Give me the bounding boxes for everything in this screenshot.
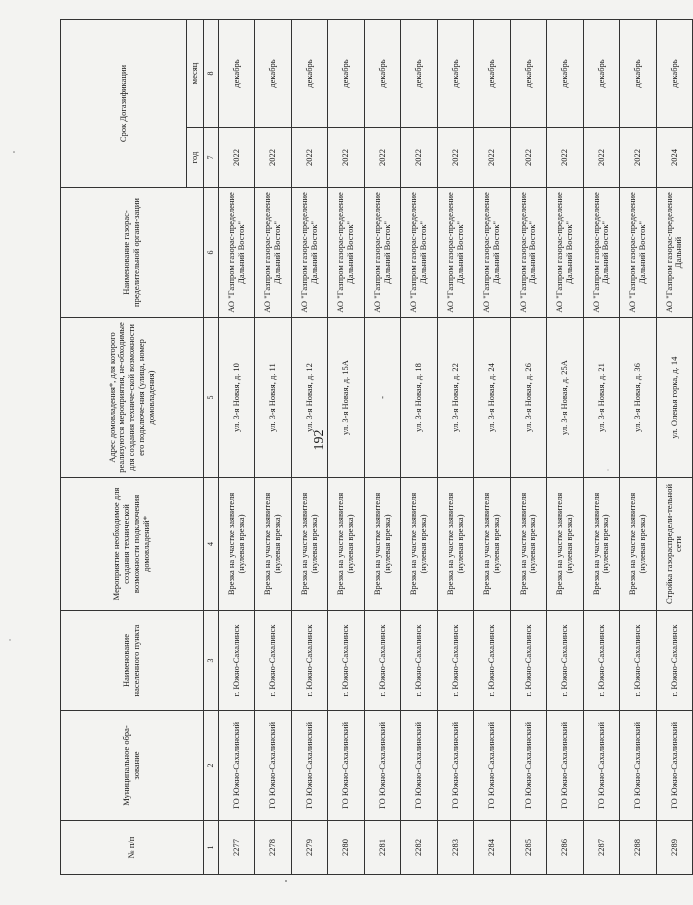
- month-cell: декабрь: [328, 20, 364, 128]
- table-row: [437, 20, 473, 875]
- event-cell: Врезка на участке заявителя (нулевая врезка): [328, 478, 364, 611]
- municipality-cell: ГО Южно-Сахалинский: [583, 711, 619, 821]
- event-cell: Стройка газораспредели-тельной сети: [656, 478, 693, 611]
- event-cell: Врезка на участке заявителя (нулевая врезка): [510, 478, 546, 611]
- table-header: [61, 20, 219, 875]
- settlement-cell: г. Южно-Сахалинск: [255, 611, 291, 711]
- table-row: [583, 20, 619, 875]
- row-number: 2282: [401, 821, 437, 875]
- row-number: 2279: [291, 821, 327, 875]
- address-cell: ул. 3-я Новая, д. 22: [437, 318, 473, 478]
- document-sheet: [60, 20, 684, 875]
- year-cell: 2022: [291, 128, 327, 188]
- row-number: 2277: [219, 821, 255, 875]
- column-number: 6: [204, 188, 219, 318]
- address-cell: ул. 3-я Новая, д. 11: [255, 318, 291, 478]
- row-number: 2280: [328, 821, 364, 875]
- gas-org-cell: АО "Газпром газорас-пределение Дальний Восток": [401, 188, 437, 318]
- settlement-cell: г. Южно-Сахалинск: [291, 611, 327, 711]
- year-cell: 2022: [510, 128, 546, 188]
- event-cell: Врезка на участке заявителя (нулевая врезка): [364, 478, 400, 611]
- settlement-cell: г. Южно-Сахалинск: [401, 611, 437, 711]
- gas-org-cell: АО "Газпром газорас-пределение Дальний Восток": [364, 188, 400, 318]
- column-number: 4: [204, 478, 219, 611]
- row-number: 2281: [364, 821, 400, 875]
- table-row: [510, 20, 546, 875]
- address-cell: ул. 3-я Новая, д. 18: [401, 318, 437, 478]
- address-cell: ул. 3-я Новая, д. 26: [510, 318, 546, 478]
- table-row: [255, 20, 291, 875]
- event-cell: Врезка на участке заявителя (нулевая врезка): [620, 478, 656, 611]
- municipality-cell: ГО Южно-Сахалинский: [219, 711, 255, 821]
- event-cell: Врезка на участке заявителя (нулевая врезка): [219, 478, 255, 611]
- gas-org-cell: АО "Газпром газорас-пределение Дальний Восток": [219, 188, 255, 318]
- month-cell: декабрь: [364, 20, 400, 128]
- settlement-cell: г. Южно-Сахалинск: [474, 611, 510, 711]
- month-cell: декабрь: [656, 20, 693, 128]
- header-num: № п/п: [61, 821, 204, 875]
- year-cell: 2022: [474, 128, 510, 188]
- settlement-cell: г. Южно-Сахалинск: [219, 611, 255, 711]
- municipality-cell: ГО Южно-Сахалинский: [291, 711, 327, 821]
- municipality-cell: ГО Южно-Сахалинский: [255, 711, 291, 821]
- address-cell: ул. 3-я Новая, д. 25А: [547, 318, 583, 478]
- settlement-cell: г. Южно-Сахалинск: [364, 611, 400, 711]
- month-cell: декабрь: [291, 20, 327, 128]
- address-cell: ул. 3-я Новая, д. 21: [583, 318, 619, 478]
- year-cell: 2022: [364, 128, 400, 188]
- header-year: год: [187, 128, 204, 188]
- year-cell: 2022: [620, 128, 656, 188]
- row-number: 2287: [583, 821, 619, 875]
- table-row: [219, 20, 255, 875]
- table-row: [547, 20, 583, 875]
- column-number: 3: [204, 611, 219, 711]
- municipality-cell: ГО Южно-Сахалинский: [364, 711, 400, 821]
- year-cell: 2022: [401, 128, 437, 188]
- event-cell: Врезка на участке заявителя (нулевая врезка): [547, 478, 583, 611]
- rotated-table-frame: [60, 20, 684, 875]
- column-number: 5: [204, 318, 219, 478]
- year-cell: 2022: [437, 128, 473, 188]
- municipality-cell: ГО Южно-Сахалинский: [437, 711, 473, 821]
- year-cell: 2022: [255, 128, 291, 188]
- gas-org-cell: АО "Газпром газорас-пределение Дальний: [656, 188, 693, 318]
- row-number: 2286: [547, 821, 583, 875]
- row-number: 2289: [656, 821, 693, 875]
- address-cell: ул. 3-я Новая, д. 10: [219, 318, 255, 478]
- header-month: месяц: [187, 20, 204, 128]
- row-number: 2278: [255, 821, 291, 875]
- row-number: 2284: [474, 821, 510, 875]
- municipality-cell: ГО Южно-Сахалинский: [328, 711, 364, 821]
- table-row: [474, 20, 510, 875]
- gas-org-cell: АО "Газпром газорас-пределение Дальний Восток": [474, 188, 510, 318]
- municipality-cell: ГО Южно-Сахалинский: [656, 711, 693, 821]
- month-cell: декабрь: [510, 20, 546, 128]
- gas-org-cell: АО "Газпром газорас-пределение Дальний Восток": [291, 188, 327, 318]
- event-cell: Врезка на участке заявителя (нулевая врезка): [583, 478, 619, 611]
- column-number: 7: [204, 128, 219, 188]
- month-cell: декабрь: [583, 20, 619, 128]
- header-gas-org: Наименование газорас-пределительной органи-зации: [61, 188, 204, 318]
- row-number: 2283: [437, 821, 473, 875]
- event-cell: Врезка на участке заявителя (нулевая врезка): [474, 478, 510, 611]
- gas-org-cell: АО "Газпром газорас-пределение Дальний Восток": [583, 188, 619, 318]
- municipality-cell: ГО Южно-Сахалинский: [620, 711, 656, 821]
- month-cell: декабрь: [474, 20, 510, 128]
- address-cell: ул. 3-я Новая, д. 12: [291, 318, 327, 478]
- municipality-cell: ГО Южно-Сахалинский: [547, 711, 583, 821]
- gas-org-cell: АО "Газпром газорас-пределение Дальний Восток": [328, 188, 364, 318]
- table-row: [656, 20, 693, 875]
- event-cell: Врезка на участке заявителя (нулевая врезка): [255, 478, 291, 611]
- header-settlement: Наименование населенного пункта: [61, 611, 204, 711]
- gas-org-cell: АО "Газпром газорас-пределение Дальний Восток": [547, 188, 583, 318]
- address-cell: ул. 3-я Новая, д. 36: [620, 318, 656, 478]
- gas-org-cell: АО "Газпром газорас-пределение Дальний Восток": [437, 188, 473, 318]
- event-cell: Врезка на участке заявителя (нулевая врезка): [437, 478, 473, 611]
- header-address: Адрес домовладения*, для которого реализуются мероприятия, не-обходимые для создания техниче-ской возможности его подключе-ния (улица, номер домовладения): [61, 318, 204, 478]
- year-cell: 2022: [219, 128, 255, 188]
- month-cell: декабрь: [620, 20, 656, 128]
- month-cell: декабрь: [255, 20, 291, 128]
- settlement-cell: г. Южно-Сахалинск: [547, 611, 583, 711]
- header-event: Мероприятие необходимое для создания технической возможности подключения домовладений*: [61, 478, 204, 611]
- gas-org-cell: АО "Газпром газорас-пределение Дальний Восток": [510, 188, 546, 318]
- municipality-cell: ГО Южно-Сахалинский: [510, 711, 546, 821]
- year-cell: 2022: [328, 128, 364, 188]
- table-row: [364, 20, 400, 875]
- year-cell: 2024: [656, 128, 693, 188]
- row-number: 2285: [510, 821, 546, 875]
- gasification-table: [60, 19, 693, 875]
- header-deadline: Срок Догазификации: [61, 20, 187, 188]
- event-cell: Врезка на участке заявителя (нулевая врезка): [291, 478, 327, 611]
- event-cell: Врезка на участке заявителя (нулевая врезка): [401, 478, 437, 611]
- municipality-cell: ГО Южно-Сахалинский: [401, 711, 437, 821]
- month-cell: декабрь: [437, 20, 473, 128]
- settlement-cell: г. Южно-Сахалинск: [583, 611, 619, 711]
- column-number: 2: [204, 711, 219, 821]
- table-row: [328, 20, 364, 875]
- settlement-cell: г. Южно-Сахалинск: [656, 611, 693, 711]
- column-number: 1: [204, 821, 219, 875]
- column-number: 8: [204, 20, 219, 128]
- row-number: 2288: [620, 821, 656, 875]
- month-cell: декабрь: [547, 20, 583, 128]
- address-cell: ул. 3-я Новая, д. 15А: [328, 318, 364, 478]
- column-number-row: [204, 20, 219, 875]
- table-row: [620, 20, 656, 875]
- table-row: [401, 20, 437, 875]
- table-row: [291, 20, 327, 875]
- municipality-cell: ГО Южно-Сахалинский: [474, 711, 510, 821]
- month-cell: декабрь: [219, 20, 255, 128]
- gas-org-cell: АО "Газпром газорас-пределение Дальний Восток": [620, 188, 656, 318]
- address-cell: -: [364, 318, 400, 478]
- address-cell: ул. Оленья горка, д. 14: [656, 318, 693, 478]
- month-cell: декабрь: [401, 20, 437, 128]
- settlement-cell: г. Южно-Сахалинск: [620, 611, 656, 711]
- page-number: 192: [312, 429, 327, 451]
- settlement-cell: г. Южно-Сахалинск: [437, 611, 473, 711]
- header-municipality: Муниципальное обра-зование: [61, 711, 204, 821]
- year-cell: 2022: [547, 128, 583, 188]
- year-cell: 2022: [583, 128, 619, 188]
- address-cell: ул. 3-я Новая, д. 24: [474, 318, 510, 478]
- settlement-cell: г. Южно-Сахалинск: [510, 611, 546, 711]
- settlement-cell: г. Южно-Сахалинск: [328, 611, 364, 711]
- gas-org-cell: АО "Газпром газорас-пределение Дальний Восток": [255, 188, 291, 318]
- table-body: [219, 20, 693, 875]
